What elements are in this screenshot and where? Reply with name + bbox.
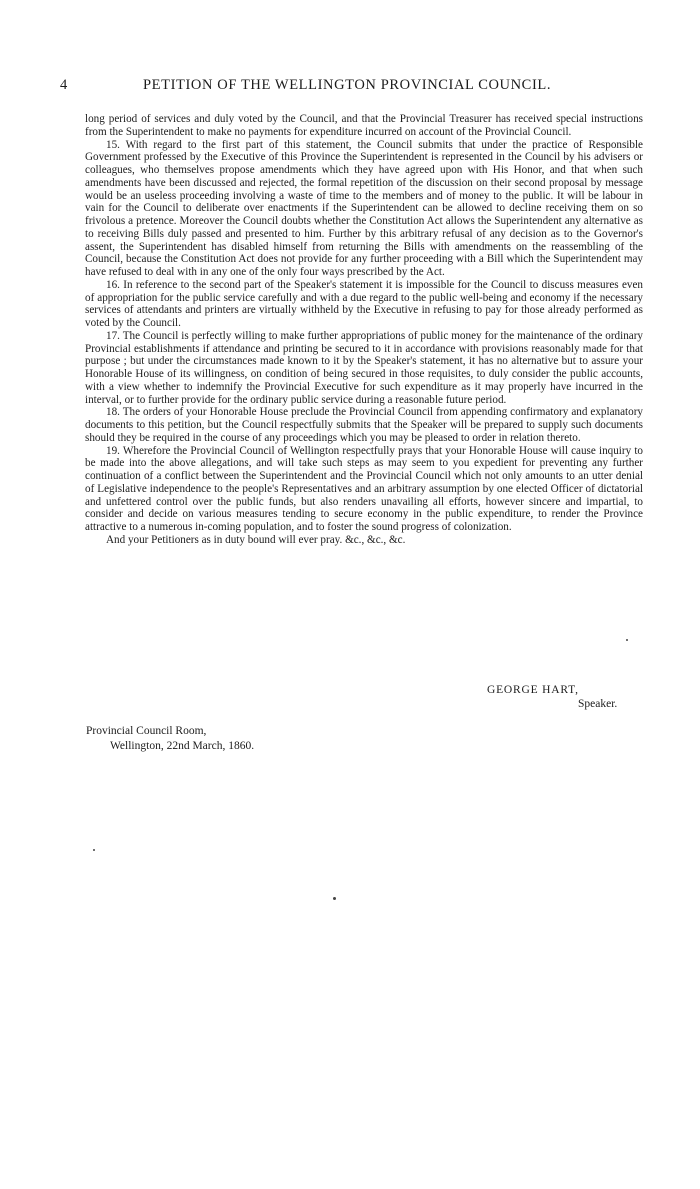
petition-body (85, 113, 643, 547)
paragraph-17: 17. The Council is perfectly willing to make further appropriations of public money for the maintenance of the ordinary Provincial establishments if attendance and printing be secured to it in accordance with provisions reasonably made for that purpose ; but under the circumstances made known to it by the Speaker's statement, it has no alternative but to assure your Honorable House of its willingness, on condition of being secured in those requisites, to duly consider the public accounts, with a view whether to indemnify the Provincial Executive for such expenditure as it may properly have incurred in the interval, or to further provide for the ordinary public service during a reasonable future period. (85, 329, 643, 406)
stray-mark (93, 849, 95, 851)
signatory-name: GEORGE HART, (487, 684, 579, 696)
page-header (60, 77, 640, 94)
stray-mark (333, 897, 336, 900)
stray-mark (626, 639, 628, 641)
paragraph-continuation: long period of services and duly voted by the Council, and that the Provincial Treasurer has received special instructions from the Superintendent to make no payments for expenditure incurred on account of the Provincial Council. (85, 113, 643, 138)
paragraph-18: 18. The orders of your Honorable House preclude the Provincial Council from appending confirmatory and explanatory documents to this petition, but the Council respectfully submits that the Speaker will be prepared to supply such documents should they be required in the course of any proceedings which you may be pleased to order in relation thereto. (85, 406, 643, 444)
page-number: 4 (60, 77, 68, 93)
paragraph-16: 16. In reference to the second part of the Speaker's statement it is impossible for the Council to discuss measures even of appropriation for the public service carefully and with a due regard to the public well-being and economy if the necessary services of attendants and printers are virtually withheld by the Executive in refusing to pay for those already performed as voted by the Council. (85, 278, 643, 329)
place-and-date (86, 724, 254, 754)
paragraph-15: 15. With regard to the first part of this statement, the Council submits that under the practice of Responsible Government professed by the Executive of this Province the Superintendent is represented in the Council by his advisers or colleagues, who themselves propose amendments which they have agreed upon with His Honor, and that when such amendments have been discussed and rejected, the formal repetition of the discussion on their second proposal by message would be an useless proceeding involving a waste of time to the members and of money to the public. It will be labour in vain for the Council to deliberate over enactments if the Superintendent can be allowed to decline receiving them on so frivolous a pretence. Moreover the Council doubts whether the Constitution Act allows the Superintendent any alternative as to receiving Bills duly passed and presented to him. Further by this arbitrary refusal of any decision as to the Governor's assent, the Superintendent has disabled himself from returning the Bills with amendments on the reassembling of the Council, because the Constitution Act does not provide for any further proceeding with a Bill which the Superintendent may have refused to deal with in any one of the only four ways prescribed by the Act. (85, 138, 643, 278)
date-line: Wellington, 22nd March, 1860. (110, 740, 255, 752)
paragraph-19: 19. Wherefore the Provincial Council of Wellington respectfully prays that your Honorable House will cause inquiry to be made into the above allegations, and will take such steps as may seem to you expedient for preventing any further continuation of a conflict between the Superintendent and the Provincial Council which not only amounts to an utter denial of Legislative independence to the people's Representatives and an arbitrary assumption by one elected Officer of dictatorial and unfettered control over the public funds, but also renders unavailing all efforts, however sincere and impartial, to consider and decide on various measures tending to secure economy in the public expenditure, to render the Province attractive to a numerous in-coming population, and to foster the sound progress of colonization. (85, 444, 643, 533)
signatory-title: Speaker. (578, 698, 618, 710)
document-title: PETITION OF THE WELLINGTON PROVINCIAL COUNCIL. (143, 77, 552, 93)
closing-prayer: And your Petitioners as in duty bound will ever pray. &c., &c., &c. (106, 533, 406, 546)
place-line: Provincial Council Room, (86, 725, 207, 737)
